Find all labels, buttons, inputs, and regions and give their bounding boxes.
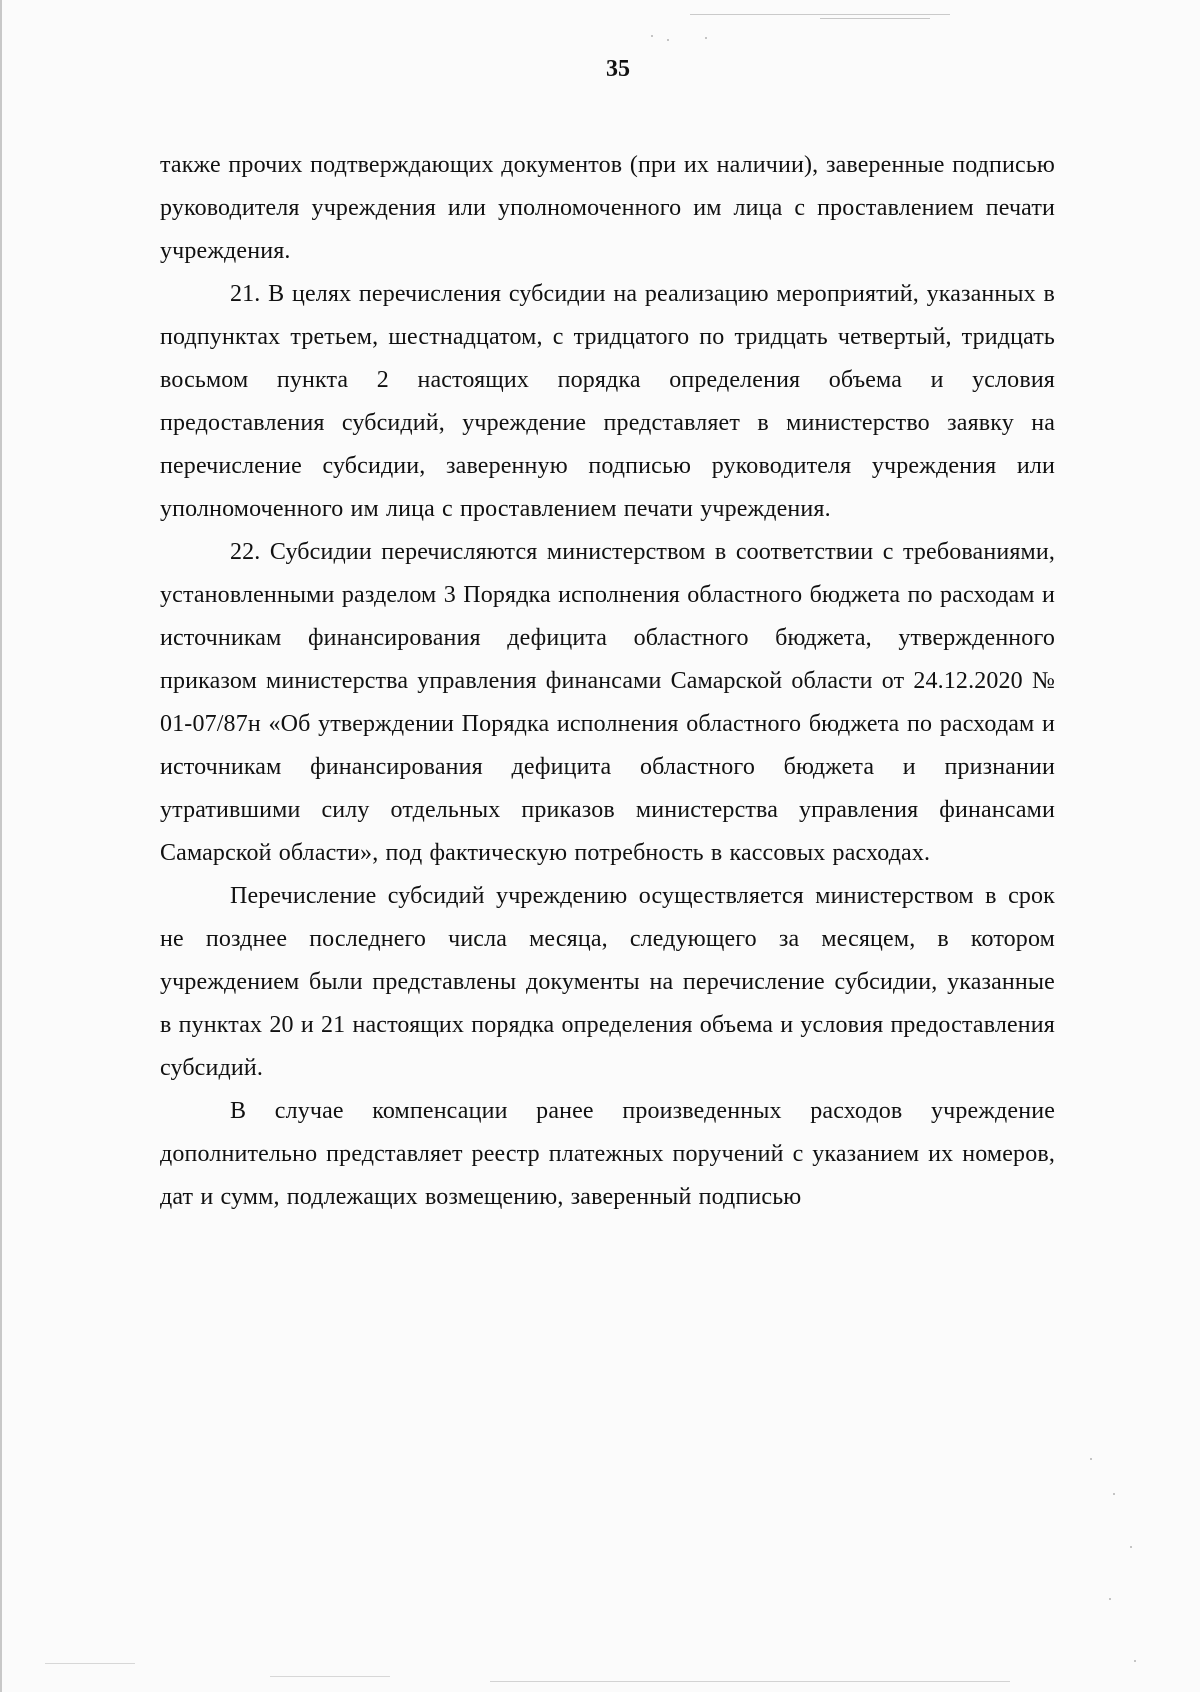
scan-speck	[1134, 1660, 1136, 1662]
scan-speck	[1113, 1493, 1115, 1495]
scan-faint-line	[270, 1676, 390, 1677]
paragraph-transfer-deadline: Перечисление субсидий учреждению осуществляется министерством в срок не позднее последнего числа месяца, следующего за месяцем, в котором учреждением были представлены документы на перечисление субсидии, указанные в пунктах 20 и 21 настоящих порядка определения объема и условия предоставления субсидий.	[160, 883, 1055, 1081]
paragraph-item-21: 21. В целях перечисления субсидии на реализацию мероприятий, указанных в подпунктах третьем, шестнадцатом, с тридцатого по тридцать четвертый, тридцать восьмом пункта 2 настоящих порядка определения объема и условия предоставления субсидий, учреждение представляет в министерство заявку на перечисление субсидии, заверенную подписью руководителя учреждения или уполномоченного им лица с проставлением печати учреждения.	[160, 281, 1055, 522]
scan-faint-line	[45, 1663, 135, 1664]
paragraph-continuation: также прочих подтверждающих документов (при их наличии), заверенные подписью руководителя учреждения или уполномоченного им лица с проставлением печати учреждения.	[160, 152, 1055, 264]
scan-bottom-mark	[490, 1681, 1010, 1682]
scan-top-mark	[690, 14, 950, 15]
scan-speck	[705, 37, 707, 39]
document-body	[160, 144, 1055, 1219]
paragraph-item-22: 22. Субсидии перечисляются министерством в соответствии с требованиями, установленными разделом 3 Порядка исполнения областного бюджета по расходам и источникам финансирования дефицита областного бюджета, утвержденного приказом министерства управления финансами Самарской области от 24.12.2020 № 01-07/87н «Об утверждении Порядка исполнения областного бюджета по расходам и источникам финансирования дефицита областного бюджета и признании утратившими силу отдельных приказов министерства управления финансами Самарской области», под фактическую потребность в кассовых расходах.	[160, 539, 1055, 866]
scan-speck	[1109, 1598, 1111, 1600]
scan-speck	[1090, 1458, 1092, 1460]
scan-speck	[667, 39, 669, 41]
scan-top-mark-secondary	[820, 18, 930, 19]
scan-left-edge	[0, 0, 2, 1692]
page-number: 35	[606, 56, 630, 82]
scan-speck	[1130, 1546, 1132, 1548]
scan-speck	[651, 35, 653, 37]
paragraph-compensation-case: В случае компенсации ранее произведенных расходов учреждение дополнительно представляет реестр платежных поручений с указанием их номеров, дат и сумм, подлежащих возмещению, заверенный подписью	[160, 1098, 1055, 1210]
